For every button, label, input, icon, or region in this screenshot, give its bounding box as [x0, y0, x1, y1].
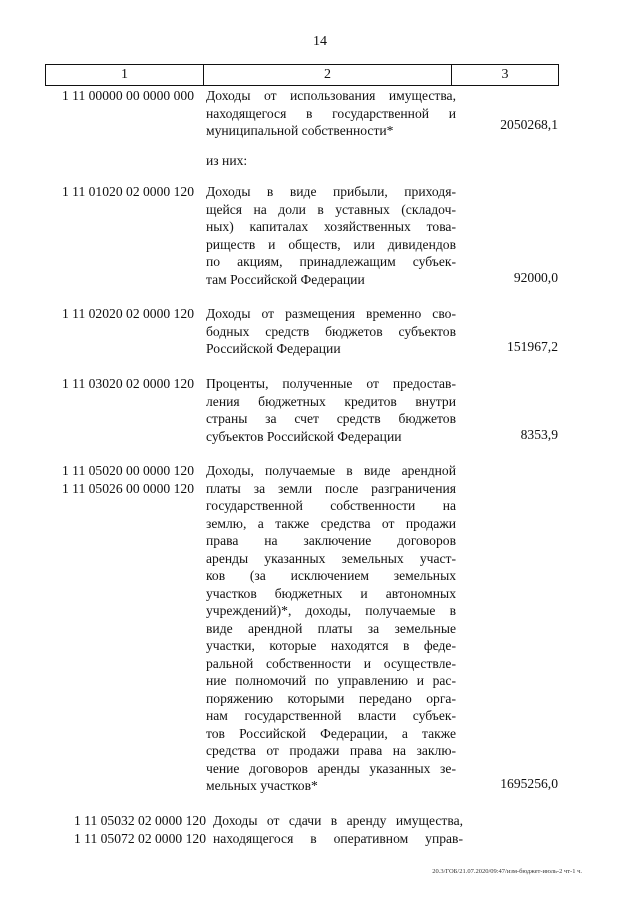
row-description: Доходы в виде прибыли, приходя- щейся на доли в уставных (складоч- ных) капиталах хозяйственных това- риществ и обществ, или дивидендов по акциям, принадлежащим субъек- там Российской Федерации	[206, 184, 456, 287]
column-header-row	[45, 64, 559, 86]
row-note: из них:	[206, 153, 248, 168]
row-amount: 8353,9	[520, 427, 558, 442]
row-code: 1 11 05020 00 0000 120 1 11 05026 00 0000 120	[61, 463, 194, 496]
row-amount: 2050268,1	[500, 117, 558, 132]
row-description: Доходы, получаемые в виде арендной платы за земли после разграничения государственной собственности на землю, а также средства от продажи права на заключение договоров аренды указанных земельных участ- ков (за исключением земельных участков бюджетных и автономных учреждений)*, доходы, получаемые в виде арендной платы за земельные участки, которые находятся в феде- ральной собственности и осуществле- ние полномочий по управлению и рас- поряжению которыми передано орга- нам государственной власти субъек- тов Российской Федерации, а также средства от продажи права на заклю- чение договоров аренды указанных зе- мельных участков*	[206, 463, 456, 793]
document-footer: 20.3/ГОБ/21.07.2020/09:47/изм-бюджет-июль-2 чт-1 ч.	[432, 868, 582, 875]
row-code: 1 11 03020 02 0000 120	[61, 376, 194, 391]
row-code: 1 11 02020 02 0000 120	[61, 306, 194, 321]
row-description: Доходы от размещения временно сво- бодных средств бюджетов субъектов Российской Федерации	[206, 306, 456, 356]
row-code: 1 11 01020 02 0000 120	[61, 184, 194, 199]
row-amount: 1695256,0	[500, 776, 558, 791]
row-code: 1 11 00000 00 0000 000	[61, 88, 194, 103]
row-amount: 151967,2	[507, 339, 558, 354]
row-description: Доходы от использования имущества, находящегося в государственной и муниципальной собственности*	[206, 88, 456, 138]
page-number: 14	[313, 34, 327, 49]
row-amount: 92000,0	[513, 270, 558, 285]
column-header-2: 2	[324, 67, 331, 82]
column-header-1: 1	[121, 67, 128, 82]
row-description: Доходы от сдачи в аренду имущества, находящегося в оперативном управ-	[213, 813, 463, 846]
row-description: Проценты, полученные от предостав- ления бюджетных кредитов внутри страны за счет средств бюджетов субъектов Российской Федерации	[206, 376, 456, 444]
row-code: 1 11 05032 02 0000 120 1 11 05072 02 0000 120	[73, 813, 206, 846]
column-header-3: 3	[501, 67, 509, 82]
